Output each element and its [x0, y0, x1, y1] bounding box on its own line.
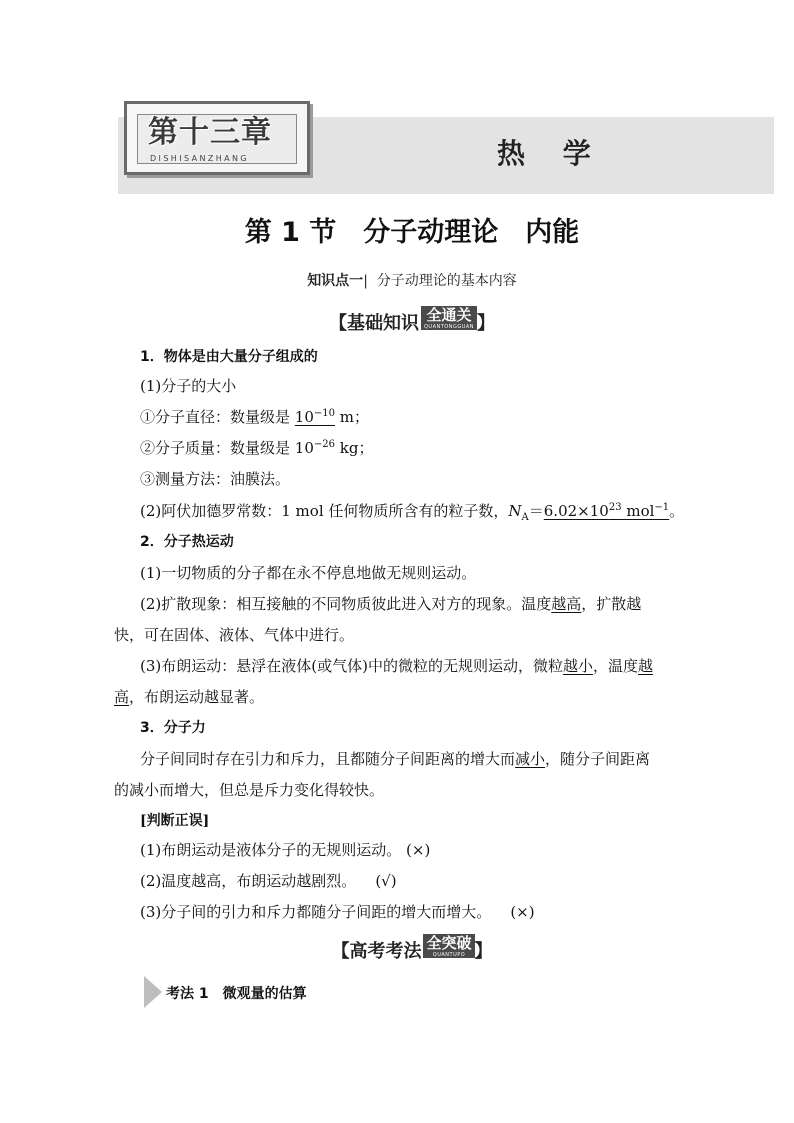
section-title: 第 1 节 分子动理论 内能 [244, 217, 580, 248]
para-diffusion-b: 快，可在固体、液体、气体中进行。 [114, 626, 355, 644]
para-molecule-size: (1)分子的大小 [140, 377, 237, 395]
watermark [630, 772, 650, 801]
exam-method-stamp: 全突破 QUANTUPO [423, 934, 474, 958]
para-measurement: ③测量方法：油膜法。 [140, 470, 291, 488]
avogadro-value: $6.02\times 10^{23}$ mol$^{-1}$ [543, 502, 670, 520]
para-molecule-mass: ②分子质量：数量级是 $10^{-26}$ kg； [140, 439, 374, 457]
judge-mark-3: (×) [510, 903, 535, 921]
knowledge-point-title: 知识点一| 分子动理论的基本内容 [307, 273, 517, 289]
basic-knowledge-heading: 【基础知识 全通关 QUANTONGGUAN 】 [328, 306, 496, 334]
para-force-a: 分子间同时存在引力和斥力，且都随分子间距离的增大而减小，随分子间距离 [140, 750, 651, 768]
heading-2: 2．分子热运动 [140, 534, 234, 550]
judge-item-1: (1)布朗运动是液体分子的无规则运动。 (×) [140, 841, 431, 859]
judge-item-2: (2)温度越高，布朗运动越剧烈。 (√) [140, 872, 397, 890]
exam-arrow-icon [144, 976, 162, 1008]
exam-method-label: 考法 1 微观量的估算 [166, 986, 307, 1002]
knowledge-point-label: 知识点一 [307, 273, 364, 289]
basic-knowledge-text: 基础知识 [346, 313, 419, 334]
para-avogadro: (2)阿伏加德罗常数：1 mol 任何物质所含有的粒子数，$N_A=6.02\times 10^{23}$ mol$^{-1}$。 [140, 502, 685, 523]
knowledge-point-text: 分子动理论的基本内容 [376, 273, 517, 289]
para-thermal-1: (1)一切物质的分子都在永不停息地做无规则运动。 [140, 564, 477, 582]
diameter-value: $10^{-10}$ [294, 408, 335, 426]
exam-method-text: 高考考法 [349, 941, 422, 962]
heading-1: 1．物体是由大量分子组成的 [140, 349, 318, 365]
judge-item-3: (3)分子间的引力和斥力都随分子间距的增大而增大。 (×) [140, 903, 535, 921]
para-molecule-diameter: ①分子直径：数量级是 $10^{-10}$ m； [140, 408, 370, 426]
judge-mark-1: (×) [406, 841, 431, 859]
basic-knowledge-stamp: 全通关 QUANTONGGUAN [421, 306, 477, 330]
judge-title: [判断正误] [140, 813, 210, 829]
subject-title: 热 学 [497, 137, 605, 170]
heading-3: 3．分子力 [140, 720, 206, 736]
para-brownian-b: 高，布朗运动越显著。 [114, 688, 265, 706]
exam-method-heading: 【高考考法 全突破 QUANTUPO 】 [331, 934, 493, 962]
para-force-b: 的减小而增大，但总是斥力变化得较快。 [114, 781, 385, 799]
chapter-title: 第十三章 [148, 115, 272, 150]
judge-mark-2: (√) [375, 872, 397, 890]
para-brownian-a: (3)布朗运动：悬浮在液体(或气体)中的微粒的无规则运动，微粒越小，温度越 [140, 657, 654, 675]
chapter-pinyin: DISHISANZHANG [150, 154, 250, 163]
para-diffusion-a: (2)扩散现象：相互接触的不同物质彼此进入对方的现象。温度越高，扩散越 [140, 595, 642, 613]
